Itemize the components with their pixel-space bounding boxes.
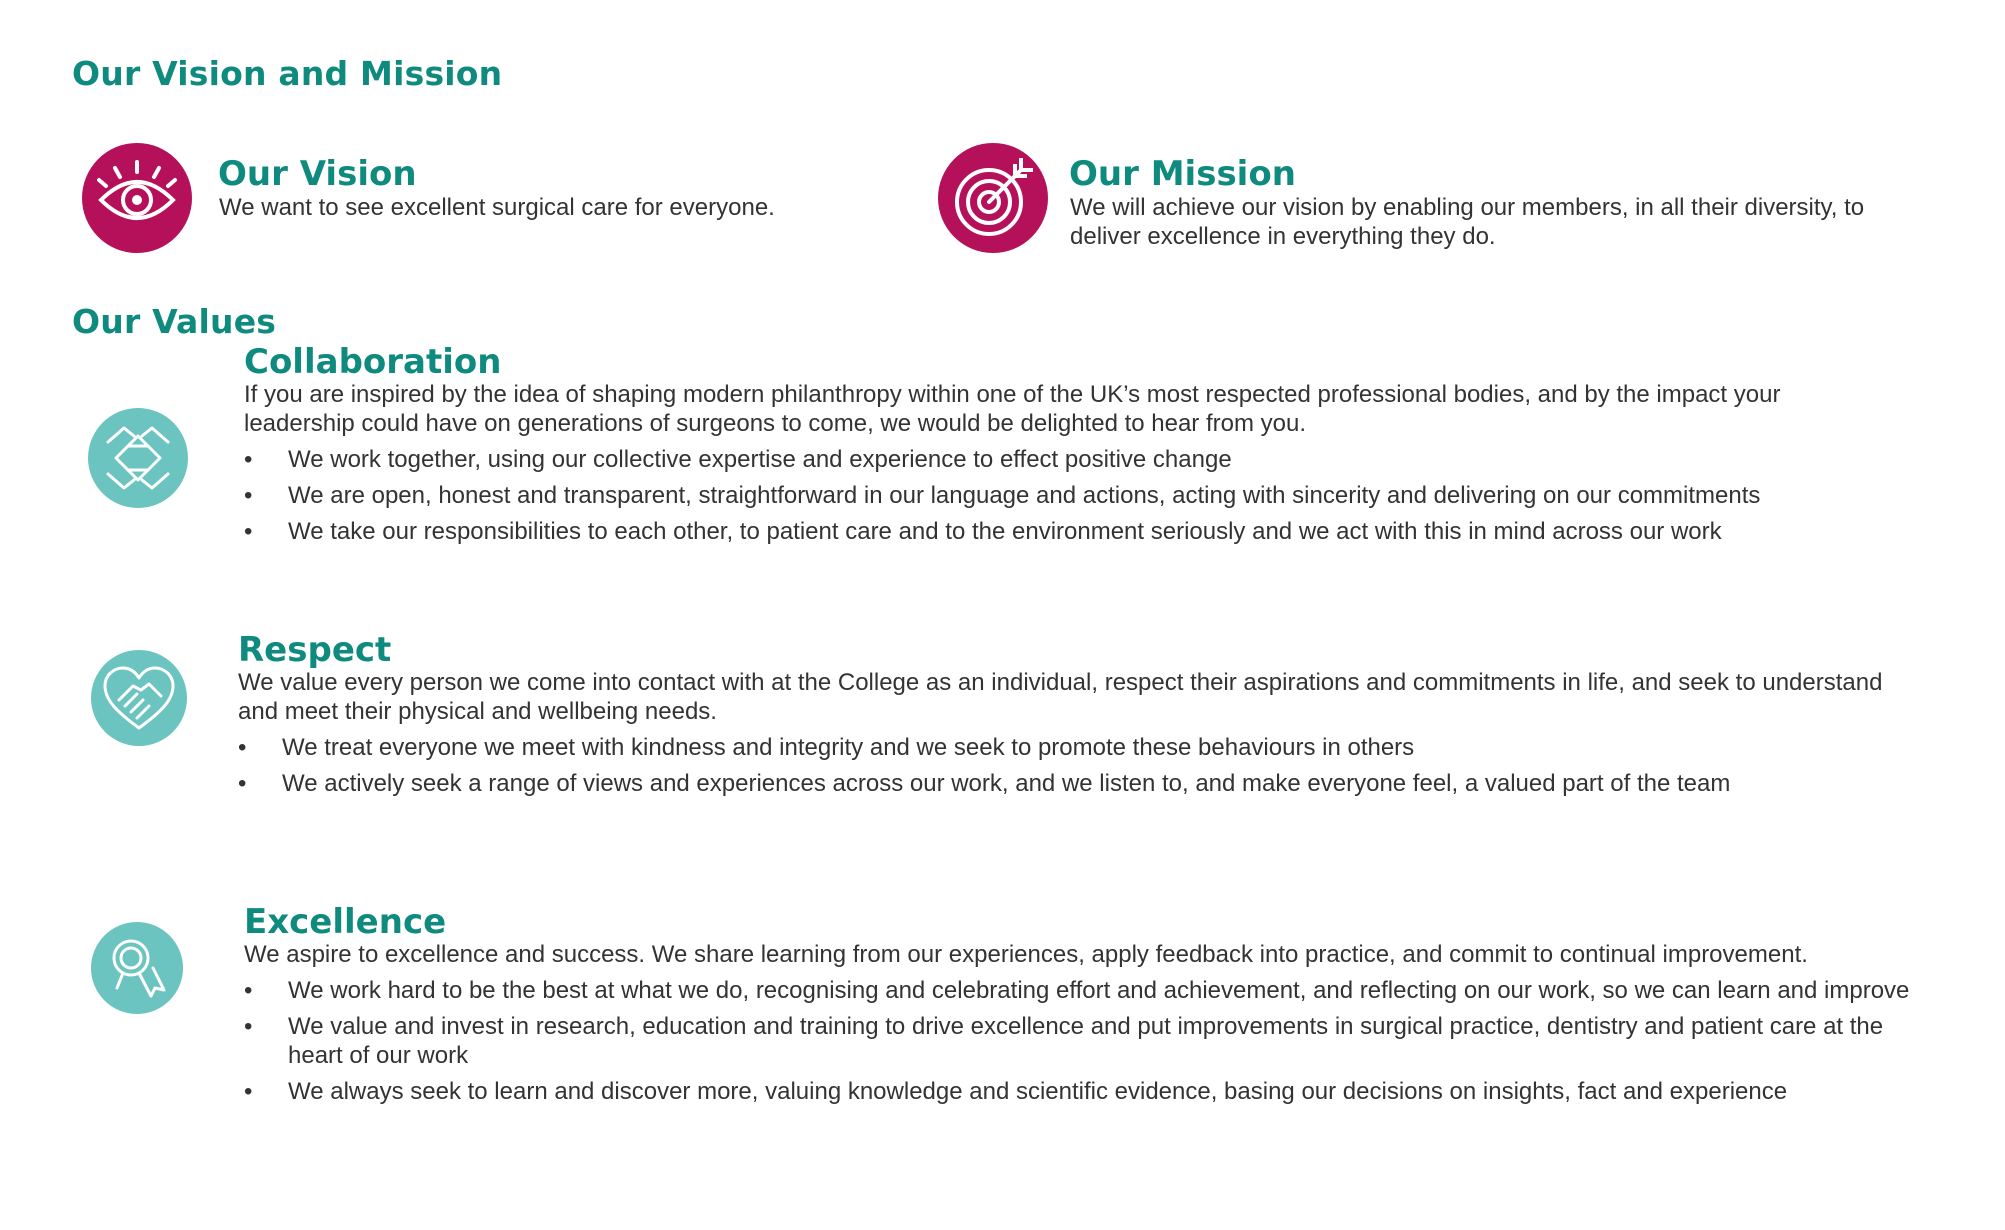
list-item: • We actively seek a range of views and experiences across our work, and we listen to, and make everyone feel, a valued part of the team	[238, 770, 1731, 797]
vision-title: Our Vision	[218, 154, 417, 194]
value-title-excellence: Excellence	[244, 902, 447, 942]
collaboration-bullet-list	[244, 438, 1944, 546]
eye-icon	[81, 142, 193, 254]
hands-together-icon	[86, 406, 190, 510]
mission-text-line2: deliver excellence in everything they do.	[1070, 223, 1496, 250]
excellence-bullet-list	[244, 969, 1924, 1106]
list-item: • We value and invest in research, education and training to drive excellence and put improvements in surgical practice, dentistry and patient care at the heart of our work	[244, 1013, 1884, 1069]
respect-bullet-list	[238, 726, 1938, 798]
list-item: • We treat everyone we meet with kindness and integrity and we seek to promote these behaviours in others	[238, 734, 1415, 761]
target-icon	[937, 142, 1049, 254]
values-title: Our Values	[72, 302, 277, 341]
vision-text: We want to see excellent surgical care for everyone.	[219, 194, 775, 221]
respect-intro-line1: We value every person we come into contact with at the College as an individual, respect their aspirations and commitments in life, and seek to understand	[238, 669, 1883, 696]
list-item: • We are open, honest and transparent, straightforward in our language and actions, acting with sincerity and delivering on our commitments	[244, 482, 1761, 509]
list-item: • We take our responsibilities to each other, to patient care and to the environment seriously and we act with this in mind across our work	[244, 518, 1722, 545]
collaboration-intro-line2: leadership could have on generations of surgeons to come, we would be delighted to hear from you.	[244, 410, 1306, 437]
respect-intro-line2: and meet their physical and wellbeing needs.	[238, 698, 717, 725]
value-title-respect: Respect	[238, 630, 392, 670]
excellence-intro-line1: We aspire to excellence and success. We share learning from our experiences, apply feedback into practice, and commit to continual improvement.	[244, 941, 1808, 968]
mission-title: Our Mission	[1069, 154, 1296, 194]
award-rosette-icon	[89, 920, 185, 1016]
list-item: • We work hard to be the best at what we do, recognising and celebrating effort and achievement, and reflecting on our work, so we can learn and improve	[244, 977, 1910, 1004]
list-item: • We work together, using our collective expertise and experience to effect positive change	[244, 446, 1232, 473]
mission-text-line1: We will achieve our vision by enabling our members, in all their diversity, to	[1070, 194, 1865, 221]
page-title: Our Vision and Mission	[72, 54, 503, 93]
collaboration-intro-line1: If you are inspired by the idea of shaping modern philanthropy within one of the UK’s most respected professional bodies, and by the impact your	[244, 381, 1781, 408]
list-item: • We always seek to learn and discover more, valuing knowledge and scientific evidence, basing our decisions on insights, fact and experience	[244, 1078, 1788, 1105]
heart-handshake-icon	[89, 648, 189, 748]
value-title-collaboration: Collaboration	[244, 342, 502, 382]
